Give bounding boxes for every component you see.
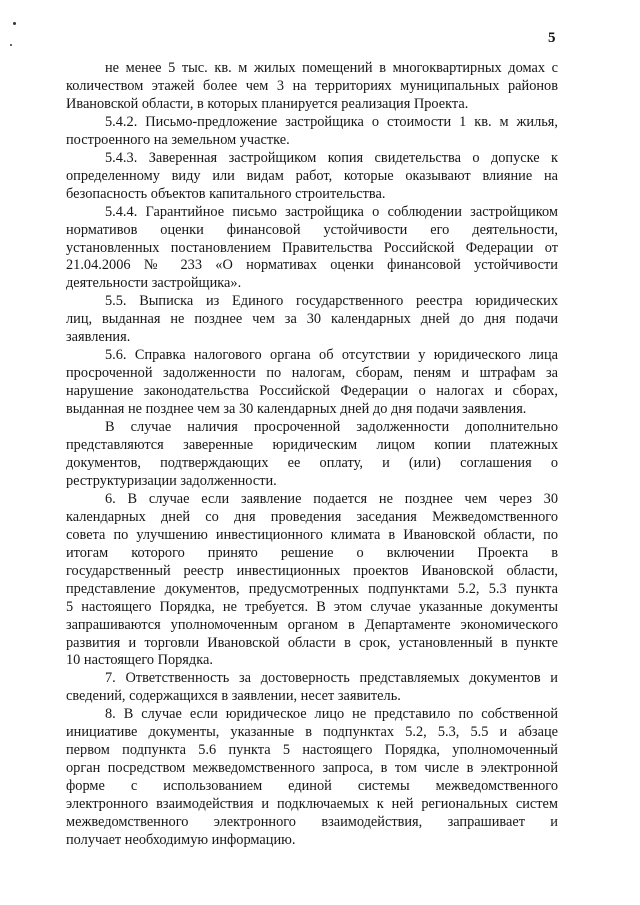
text-line: просроченной задолженности по налогам, сборам, пеням и штрафам за — [66, 365, 558, 382]
text-line: 5.4.3. Заверенная застройщиком копия свидетельства о допуске к — [105, 149, 558, 166]
text-line: количеством этажей более чем 3 на территориях муниципальных районов — [66, 77, 558, 94]
paragraph-p-overdue — [66, 419, 558, 491]
paragraph-p-5-4-4 — [66, 204, 558, 294]
text-line: реструктуризации задолженности. — [66, 472, 277, 489]
paragraph-p-5-5 — [66, 293, 558, 347]
paragraph-p-5-6 — [66, 347, 558, 419]
text-line: заявления. — [66, 329, 131, 346]
document-body — [66, 60, 558, 850]
text-line: нормативов оценки финансовой устойчивости его деятельности, — [66, 221, 558, 238]
paragraph-p-8 — [66, 706, 558, 850]
text-line: 5.4.2. Письмо-предложение застройщика о стоимости 1 кв. м жилья, — [105, 113, 558, 130]
text-line: орган посредством межведомственного запроса, в том числе в электронной — [66, 760, 558, 777]
text-line: получает необходимую информацию. — [66, 831, 296, 848]
text-line: межведомственного электронного взаимодействия, запрашивает и — [66, 814, 558, 831]
text-line: инициативе документы, указанные в подпунктах 5.2, 5.3, 5.5 и абзаце — [66, 724, 558, 741]
text-line: не менее 5 тыс. кв. м жилых помещений в многоквартирных домах с — [105, 60, 558, 76]
text-line: итогам которого принято решение о включении Проекта в — [66, 544, 558, 561]
paragraph-intro — [66, 60, 558, 114]
text-line: представление документов, предусмотренных подпунктами 5.2, 5.3 пункта — [66, 580, 558, 597]
text-line: календарных дней со дня проведения заседания Межведомственного — [66, 508, 558, 525]
paragraph-p-7 — [66, 670, 558, 706]
text-line: электронного взаимодействия и подключаемых к ней региональных систем — [66, 796, 558, 813]
text-line: первом подпункта 5.6 пункта 5 настоящего Порядка, уполномоченный — [66, 742, 558, 759]
text-line: 10 настоящего Порядка. — [66, 652, 213, 669]
paragraph-p-5-4-2 — [66, 114, 558, 150]
page-number: 5 — [548, 30, 556, 46]
text-line: сведений, содержащихся в заявлении, несет заявитель. — [66, 688, 401, 705]
text-line: 5.4.4. Гарантийное письмо застройщика о соблюдении застройщиком — [105, 203, 558, 220]
text-line: совета по улучшению инвестиционного климата в Ивановской области, по — [66, 526, 558, 543]
text-line: деятельности застройщика». — [66, 275, 242, 292]
text-line: установленных постановлением Правительства Российской Федерации от — [66, 239, 558, 256]
text-line: построенного на земельном участке. — [66, 131, 290, 148]
scan-speck — [10, 44, 12, 46]
text-line: нарушение законодательства Российской Федерации о налогах и сборах, — [66, 383, 558, 400]
text-line: 6. В случае если заявление подается не позднее чем через 30 — [105, 490, 558, 507]
text-line: 21.04.2006 № 233 «О нормативах оценки финансовой устойчивости — [66, 257, 558, 274]
text-line: безопасность объектов капитального строительства. — [66, 185, 386, 202]
text-line: Ивановской области, в которых планируется реализация Проекта. — [66, 95, 469, 112]
text-line: лиц, выданная не позднее чем за 30 календарных дней до дня подачи — [66, 311, 558, 328]
text-line: В случае наличия просроченной задолженности дополнительно — [105, 419, 558, 436]
paragraph-p-5-4-3 — [66, 150, 558, 204]
text-line: развития и торговли Ивановской области в срок, установленный в пункте — [66, 634, 558, 651]
text-line: 8. В случае если юридическое лицо не представило по собственной — [105, 706, 558, 723]
text-line: представляются заверенные юридическим лицом копии платежных — [66, 437, 558, 454]
text-line: 5.6. Справка налогового органа об отсутствии у юридического лица — [105, 347, 558, 364]
paragraph-p-6 — [66, 491, 558, 671]
text-line: форме с использованием единой системы межведомственного — [66, 778, 558, 795]
text-line: 5 настоящего Порядка, не требуется. В этом случае указанные документы — [66, 598, 558, 615]
text-line: определенному виду или видам работ, которые оказывают влияние на — [66, 167, 558, 184]
text-line: запрашиваются уполномоченным органом в Департаменте экономического — [66, 616, 558, 633]
scan-speck — [13, 22, 16, 25]
text-line: 7. Ответственность за достоверность представляемых документов и — [105, 670, 558, 687]
text-line: документов, подтверждающих ее оплату, и (или) соглашения о — [66, 454, 558, 471]
text-line: выданная не позднее чем за 30 календарных дней до дня подачи заявления. — [66, 401, 527, 418]
text-line: 5.5. Выписка из Единого государственного реестра юридических — [105, 293, 558, 310]
text-line: государственный реестр инвестиционных проектов Ивановской области, — [66, 562, 558, 579]
